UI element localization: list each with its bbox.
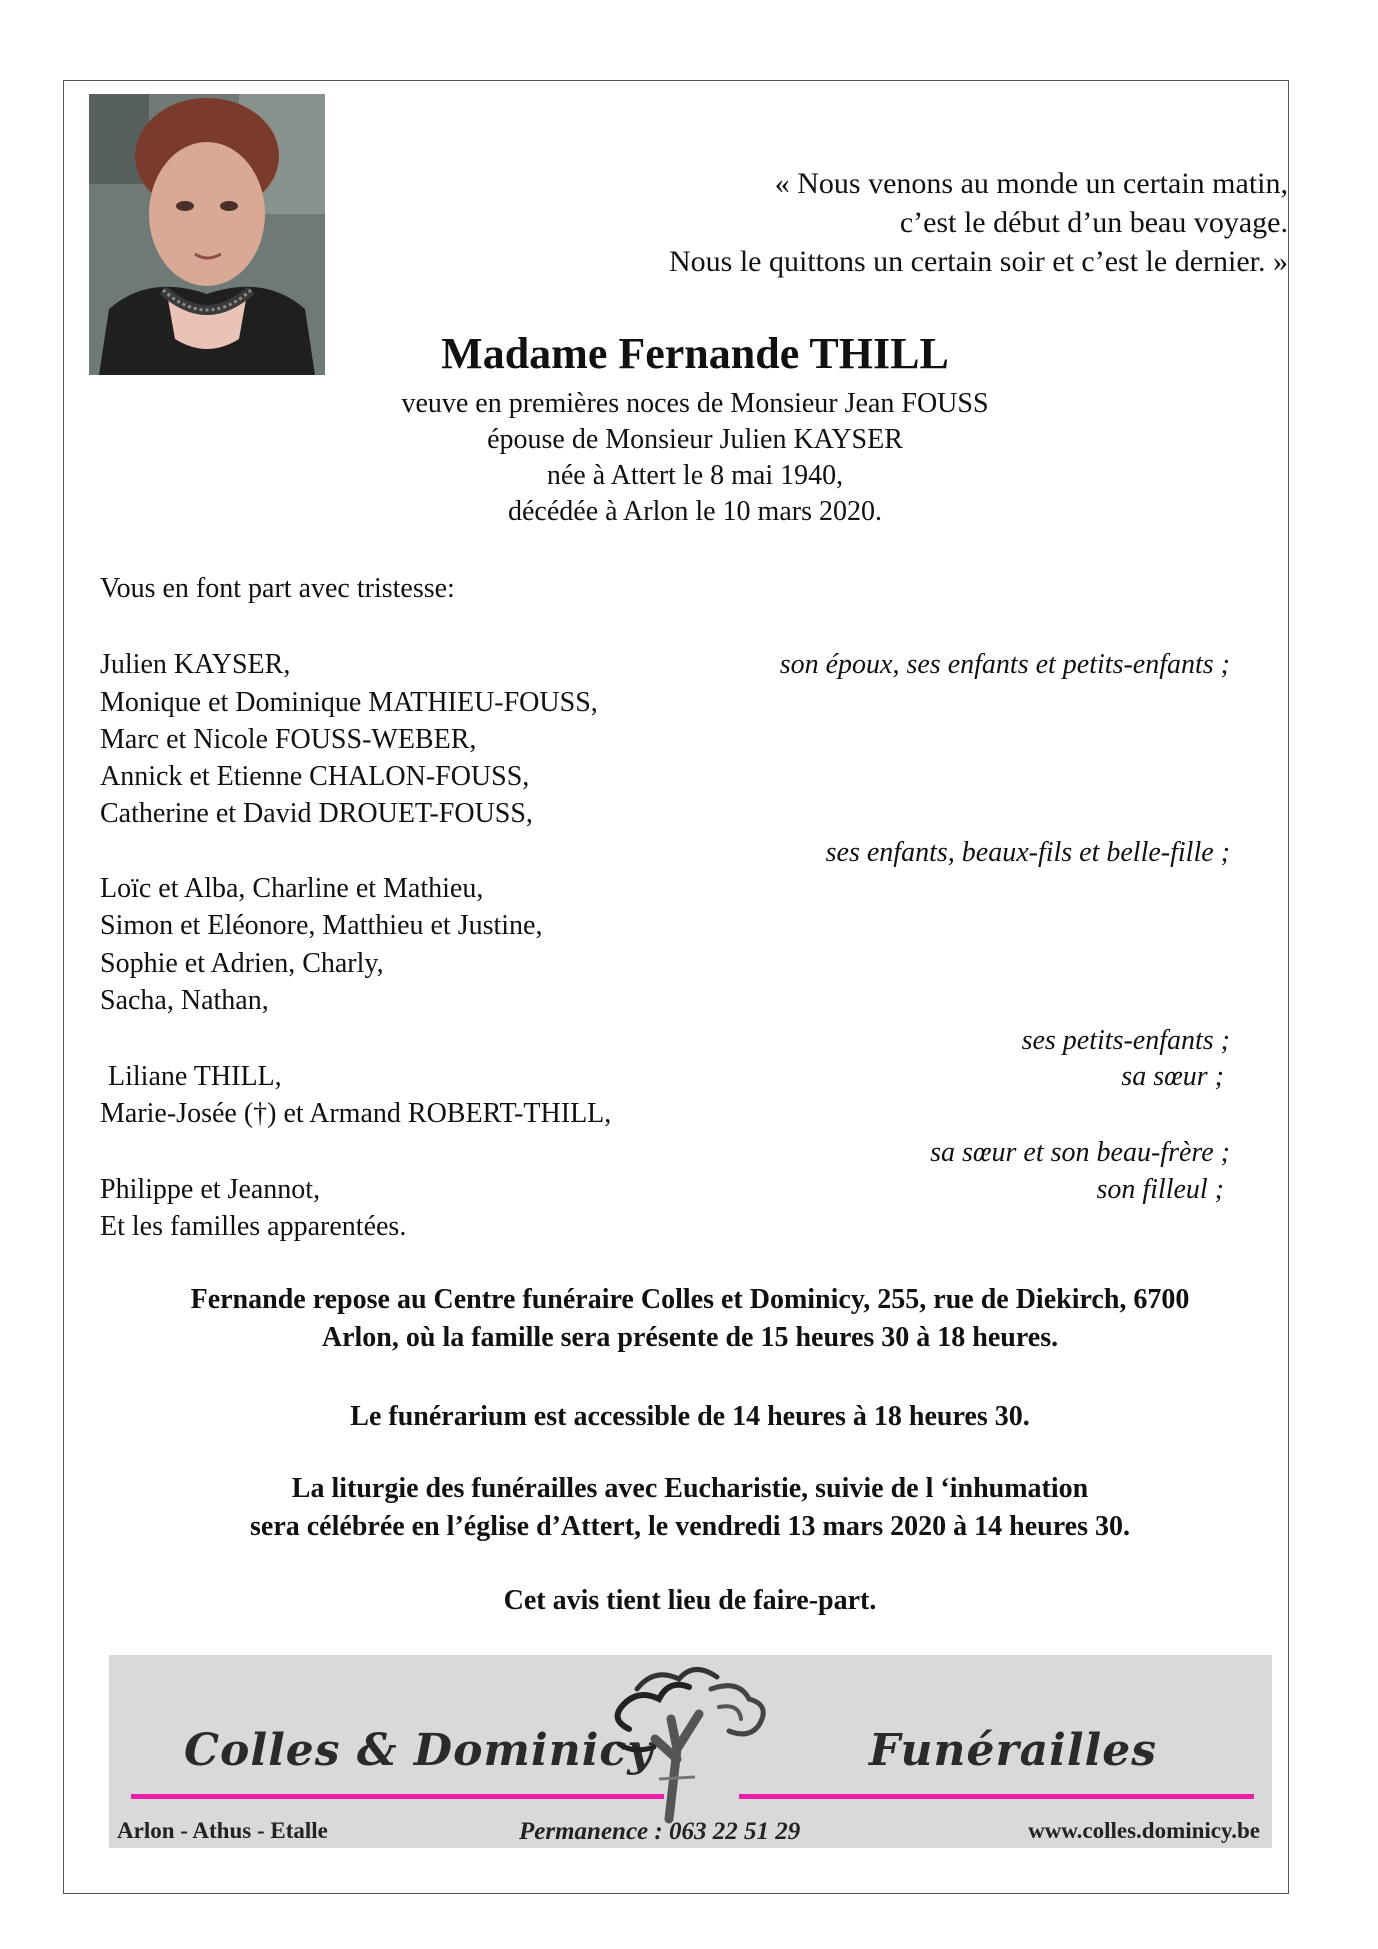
quote-line: Nous le quittons un certain soir et c’est le dernier. » <box>669 245 1288 278</box>
liturgy-info <box>90 1470 1290 1546</box>
family-name: Annick et Etienne CHALON-FOUSS, <box>100 761 530 792</box>
liturgy-line: sera célébrée en l’église d’Attert, le vendredi 13 mars 2020 à 14 heures 30. <box>250 1511 1130 1542</box>
notice-text: Cet avis tient lieu de faire-part. <box>503 1585 877 1616</box>
detail-line: née à Attert le 8 mai 1940, <box>546 460 844 491</box>
portrait-photo <box>89 94 325 375</box>
family-row <box>100 722 1230 758</box>
funeral-home-banner <box>109 1655 1272 1848</box>
family-row <box>100 1096 1230 1132</box>
family-row <box>100 946 1230 982</box>
family-row <box>100 1023 1230 1059</box>
family-role: sa sœur ; <box>1121 1061 1224 1092</box>
family-row <box>100 1209 1230 1245</box>
funerarium-info: Le funérarium est accessible de 14 heures à 18 heures 30. <box>350 1401 1030 1432</box>
family-row <box>100 1172 1230 1208</box>
family-row <box>100 908 1230 944</box>
family-name: Simon et Eléonore, Matthieu et Justine, <box>100 910 543 941</box>
deceased-details <box>300 386 1090 530</box>
family-row <box>100 871 1230 907</box>
family-name: Philippe et Jeannot, <box>100 1174 321 1205</box>
family-name: Julien KAYSER, <box>100 649 291 680</box>
detail-line: épouse de Monsieur Julien KAYSER <box>487 424 903 455</box>
brand-name: Colles & Dominicy <box>184 1725 654 1776</box>
family-row <box>100 1135 1230 1171</box>
family-row <box>100 983 1230 1019</box>
family-row <box>100 759 1230 795</box>
family-name: Marc et Nicole FOUSS-WEBER, <box>100 724 477 755</box>
website-link[interactable]: www.colles.dominicy.be <box>1028 1818 1260 1843</box>
family-name: Sacha, Nathan, <box>100 985 269 1016</box>
deceased-name: Madame Fernande THILL <box>441 329 949 378</box>
liturgy-line: La liturgie des funérailles avec Eucharistie, suivie de l ‘inhumation <box>291 1473 1089 1504</box>
divider-line <box>131 1794 664 1799</box>
family-row <box>100 835 1230 871</box>
family-row <box>100 796 1230 832</box>
family-name: Loïc et Alba, Charline et Mathieu, <box>100 873 484 904</box>
tree-logo-icon <box>599 1659 779 1829</box>
family-role: son époux, ses enfants et petits-enfants ; <box>779 649 1230 680</box>
family-name: Marie-Josée (†) et Armand ROBERT-THILL, <box>100 1098 612 1129</box>
detail-line: décédée à Arlon le 10 mars 2020. <box>508 496 882 527</box>
family-name: Liliane THILL, <box>108 1061 282 1092</box>
quote-line: « Nous venons au monde un certain matin, <box>774 167 1288 200</box>
towns-text: Arlon - Athus - Etalle <box>117 1818 328 1843</box>
brand-tagline: Funérailles <box>869 1725 1158 1776</box>
quote-line: c’est le début d’un beau voyage. <box>899 206 1288 239</box>
family-row <box>100 647 1230 683</box>
family-role: ses petits-enfants ; <box>1021 1025 1230 1056</box>
family-role: ses enfants, beaux-fils et belle-fille ; <box>825 837 1230 868</box>
family-role: sa sœur et son beau-frère ; <box>930 1137 1230 1168</box>
family-name: Et les familles apparentées. <box>100 1211 407 1242</box>
repose-line: Fernande repose au Centre funéraire Colles et Dominicy, 255, rue de Diekirch, 6700 <box>190 1284 1190 1315</box>
permanence-phone: Permanence : 063 22 51 29 <box>519 1818 801 1845</box>
family-name: Sophie et Adrien, Charly, <box>100 948 384 979</box>
detail-line: veuve en premières noces de Monsieur Jean FOUSS <box>401 388 989 419</box>
repose-line: Arlon, où la famille sera présente de 15 heures 30 à 18 heures. <box>321 1322 1059 1353</box>
family-row <box>100 685 1230 721</box>
repose-info <box>90 1281 1290 1357</box>
divider-line <box>739 1794 1254 1799</box>
family-role: son filleul ; <box>1096 1174 1224 1205</box>
intro-text: Vous en font part avec tristesse: <box>100 573 455 604</box>
family-name: Monique et Dominique MATHIEU-FOUSS, <box>100 687 598 718</box>
opening-quote <box>388 164 1288 281</box>
family-name: Catherine et David DROUET-FOUSS, <box>100 798 533 829</box>
family-row <box>100 1059 1230 1095</box>
